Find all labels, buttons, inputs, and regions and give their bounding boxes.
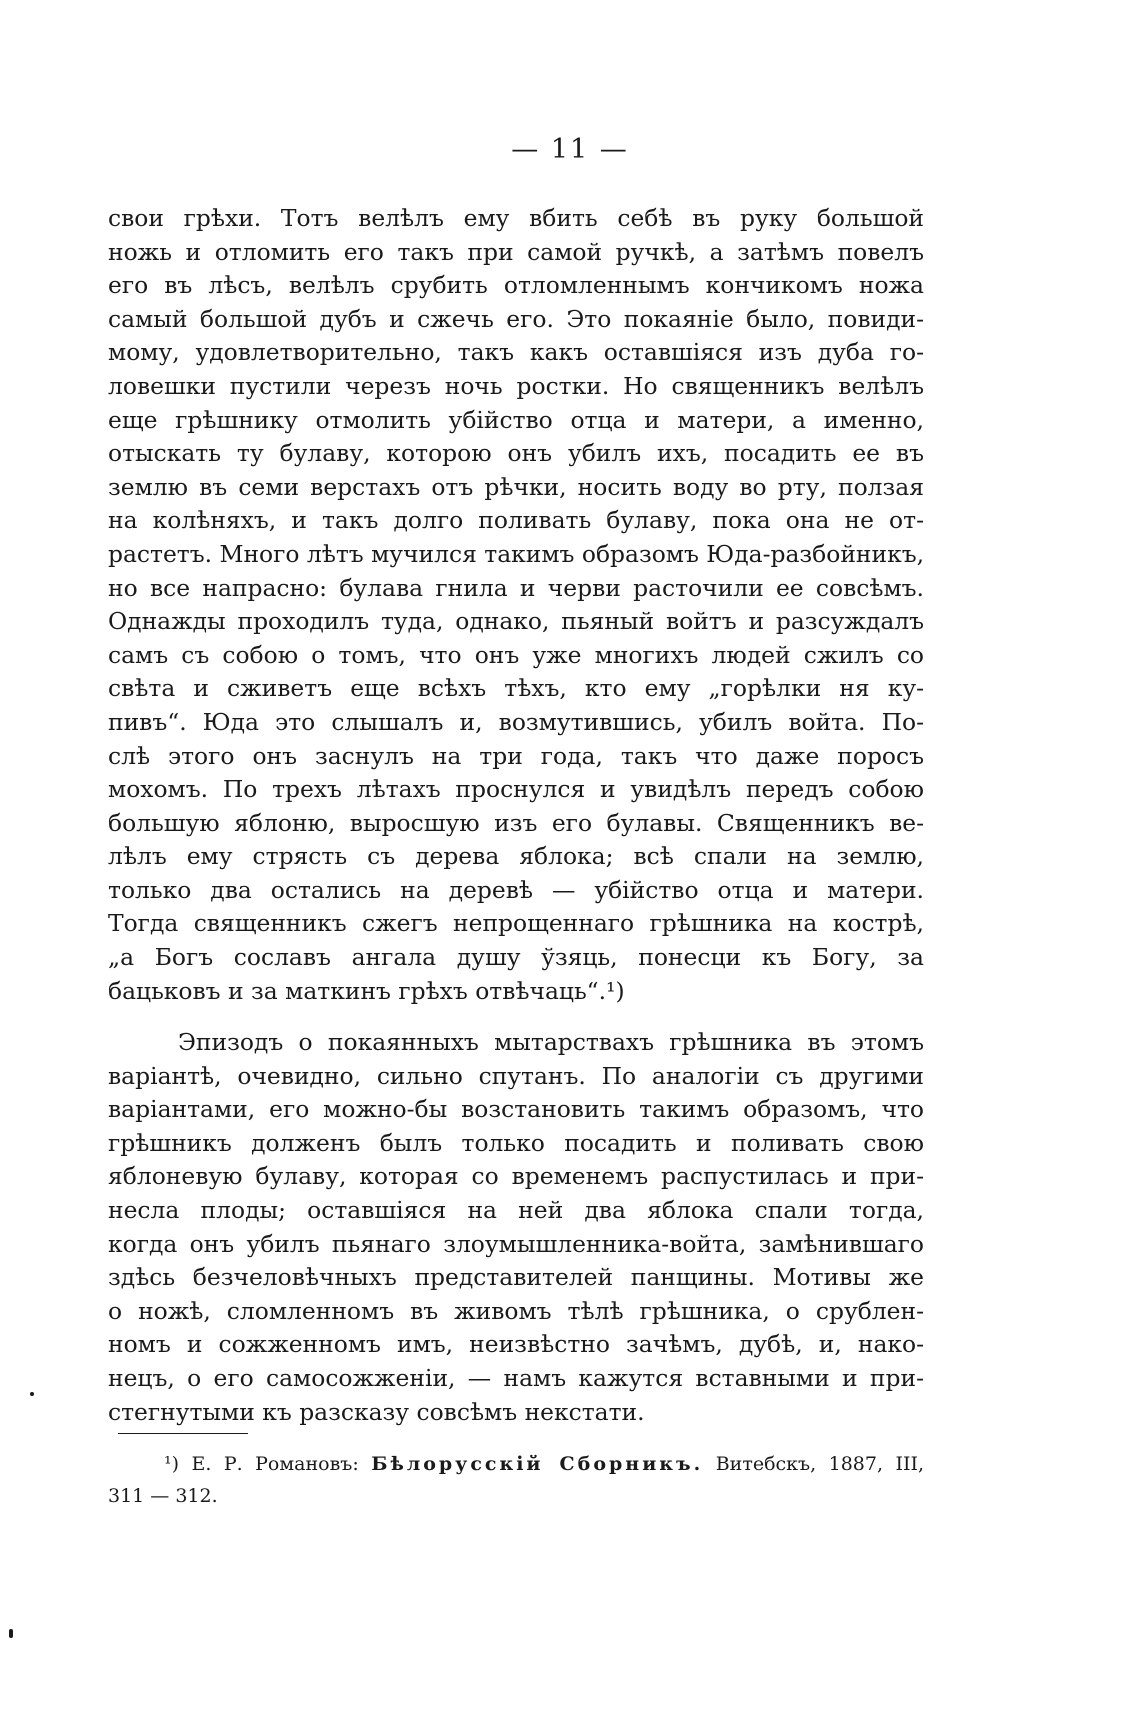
footnote-title: Бѣлорусскій Сборникъ. [371, 1453, 704, 1475]
text-line: стегнутыми къ разсказу совсѣмъ некстати. [108, 1397, 645, 1426]
text-line: еще грѣшнику отмолить убійство отца и матери, а именно, [108, 405, 924, 434]
text-line: Тогда священникъ сжегъ непрощеннаго грѣшника на кострѣ, [108, 909, 924, 938]
paragraph-1 [108, 202, 924, 1008]
text-line: номъ и сожженномъ имъ, неизвѣстно зачѣмъ, дубѣ, и, нако- [108, 1330, 924, 1359]
text-line: землю въ семи верстахъ отъ рѣчки, носить воду во рту, ползая [108, 472, 924, 501]
paragraph-2 [108, 1026, 924, 1429]
text-line: варіантами, его можно-бы возстановить такимъ образомъ, что [108, 1095, 924, 1124]
margin-speck [30, 1392, 34, 1396]
text-line: бацьковъ и за маткинъ грѣхъ отвѣчаць“.¹) [108, 976, 625, 1005]
margin-speck [9, 1629, 13, 1638]
text-line: на колѣняхъ, и такъ долго поливать булаву, пока она не от- [108, 506, 924, 535]
text-line: только два остались на деревѣ — убійство отца и матери. [108, 875, 924, 904]
text-line: его въ лѣсъ, велѣлъ срубить отломленнымъ кончикомъ ножа [108, 271, 924, 300]
text-line: варіантѣ, очевидно, сильно спутанъ. По аналогіи съ другими [108, 1061, 924, 1090]
text-line: свѣта и сживетъ еще всѣхъ тѣхъ, кто ему „горѣлки ня ку- [108, 674, 924, 703]
text-line: большую яблоню, выросшую изъ его булавы. Священникъ ве- [108, 808, 924, 837]
text-line: „а Богъ сославъ ангала душу ўзяць, понесци къ Богу, за [108, 943, 924, 972]
text-line: Эпизодъ о покаянныхъ мытарствахъ грѣшника въ этомъ [178, 1028, 924, 1056]
text-line: слѣ этого онъ заснулъ на три года, такъ что даже поросъ [108, 741, 924, 770]
text-line: растетъ. Много лѣтъ мучился такимъ образомъ Юда-разбойникъ, [108, 539, 925, 568]
text-line: мому, удовлетворительно, такъ какъ оставшіяся изъ дуба го- [108, 338, 924, 367]
footnote-author: Е. Р. Романовъ: [191, 1453, 359, 1475]
text-line: о ножѣ, сломленномъ въ живомъ тѣлѣ грѣшника, о срублен- [108, 1296, 924, 1325]
text-line: лѣлъ ему стрясть съ дерева яблока; всѣ спали на землю, [108, 842, 924, 871]
footnote-line-1 [108, 1448, 924, 1480]
footnote-place: Витебскъ, 1887, III, [715, 1453, 925, 1475]
footnote-separator [118, 1433, 248, 1434]
page-number: — 11 — [511, 134, 629, 165]
footnote [108, 1448, 924, 1512]
text-line: Однажды проходилъ туда, однако, пьяный войтъ и разсуждалъ [108, 607, 924, 636]
text-line: ловешки пустили черезъ ночь ростки. Но священникъ велѣлъ [108, 371, 924, 400]
text-line: грѣшникъ долженъ былъ только посадить и поливать свою [108, 1128, 924, 1157]
text-line: свои грѣхи. Тотъ велѣлъ ему вбить себѣ въ руку большой [108, 204, 924, 232]
text-line: здѣсь безчеловѣчныхъ представителей панщины. Мотивы же [108, 1263, 924, 1292]
text-line: несла плоды; оставшіяся на ней два яблока спали тогда, [108, 1195, 924, 1224]
text-line: мохомъ. По трехъ лѣтахъ проснулся и увидѣлъ передъ собою [108, 775, 924, 804]
text-line: самъ съ собою о томъ, что онъ уже многихъ людей сжилъ со [108, 640, 924, 669]
text-line: но все напрасно: булава гнила и черви расточили ее совсѣмъ. [108, 573, 924, 602]
text-line: самый большой дубъ и сжечь его. Это покаяніе было, повиди- [108, 304, 924, 333]
text-line: яблоневую булаву, которая со временемъ распустилась и при- [108, 1162, 924, 1191]
text-line: когда онъ убилъ пьянаго злоумышленника-войта, замѣнившаго [108, 1229, 924, 1258]
text-line: ножь и отломить его такъ при самой ручкѣ, а затѣмъ повелъ [108, 237, 924, 266]
text-line: отыскать ту булаву, которою онъ убилъ ихъ, посадить ее въ [108, 439, 924, 468]
footnote-line-2: 311 — 312. [108, 1485, 218, 1507]
text-line: пивъ“. Юда это слышалъ и, возмутившись, убилъ войта. По- [108, 707, 924, 736]
footnote-marker: ¹) [164, 1453, 180, 1475]
text-line: нецъ, о его самосожженіи, — намъ кажутся вставными и при- [108, 1363, 924, 1392]
